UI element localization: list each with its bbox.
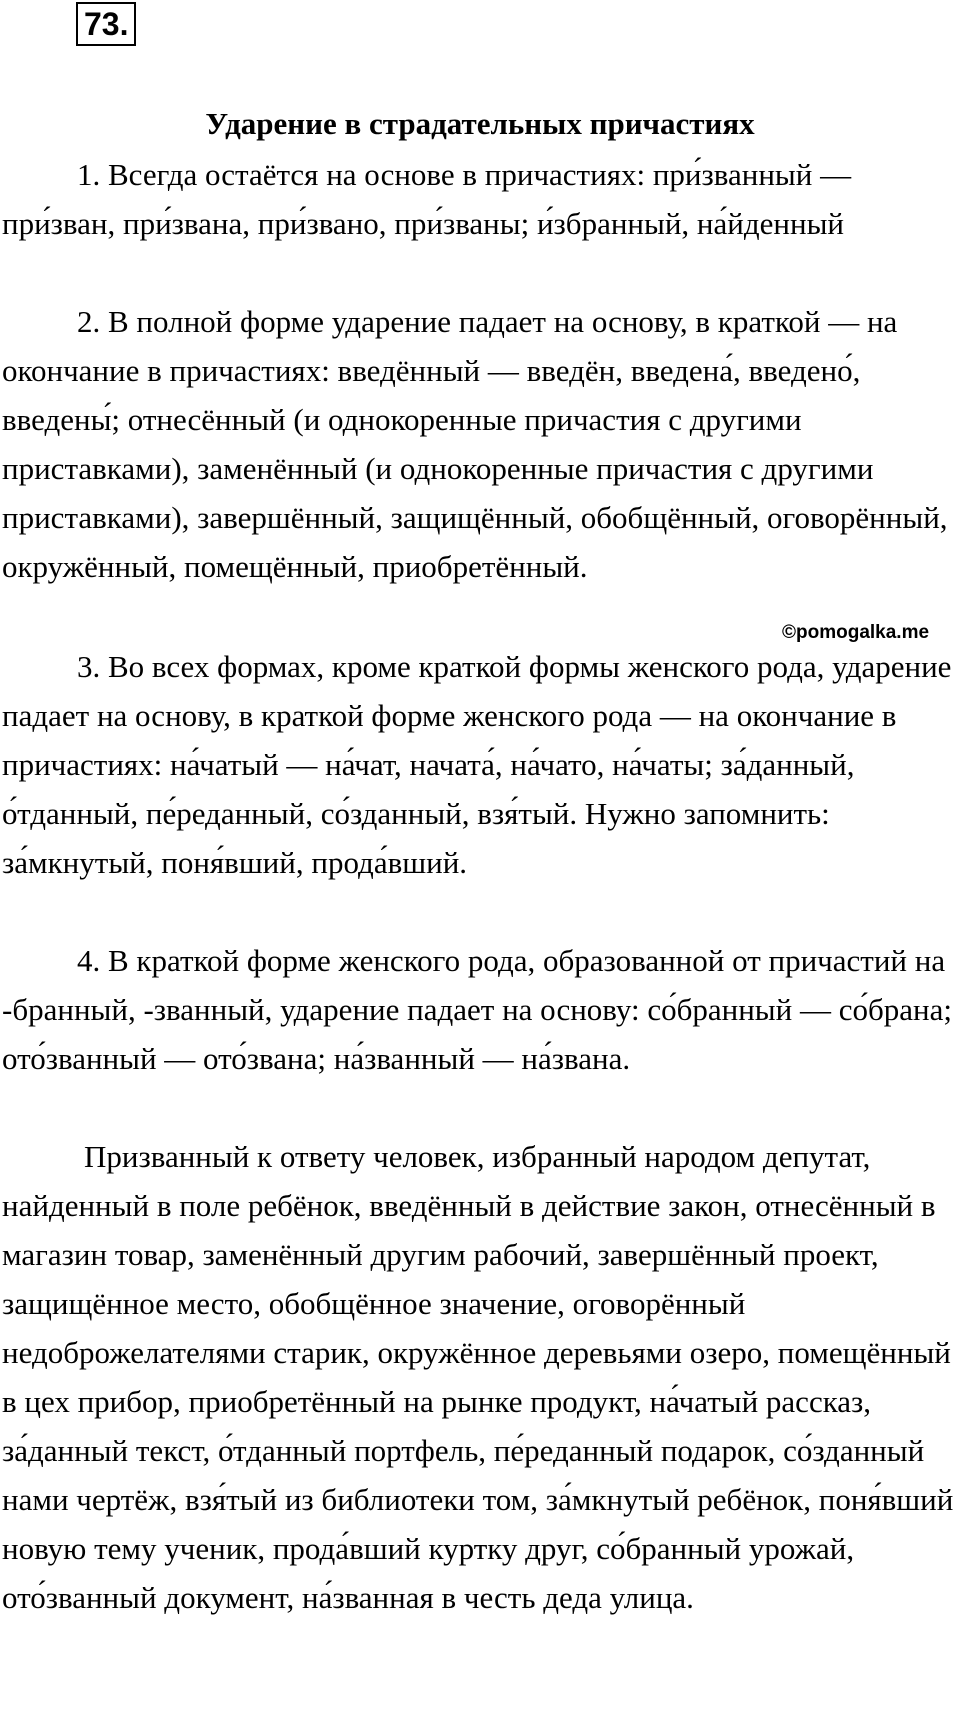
rule-3-paragraph: 3. Во всех формах, кроме краткой формы женского рода, ударение падает на основу, в краткой форме женского рода — на окончание в причастиях: на́чатый — на́чат, начата́, на́чато, на́чаты; за́данный, о́тданный, пе́реданный, со́зданный, взя́тый. Нужно запомнить: за́мкнутый, поня́вший, прода́вший. (2, 649, 952, 880)
rule-2-paragraph: 2. В полной форме ударение падает на основу, в краткой — на окончание в причастиях: введённый — введён, введена́, введено́, введены́; отнесённый (и однокоренные причастия с другими приставками), заменённый (и однокоренные причастия с другими приставками), завершённый, защищённый, обобщённый, оговорённый, окружённый, помещённый, приобретённый. (2, 304, 948, 584)
rule-1-paragraph: 1. Всегда остаётся на основе в причастиях: при́званный — при́зван, при́звана, при́звано, при́званы; и́збранный, на́йденный (2, 157, 852, 241)
task-number: 73. (76, 2, 136, 46)
example-paragraph: Призванный к ответу человек, избранный народом депутат, найденный в поле ребёнок, введённый в действие закон, отнесённый в магазин товар, заменённый другим рабочий, завершённый проект, защищённое место, обобщённое значение, оговорённый недоброжелателями старик, окружённое деревьями озеро, помещённый в цех прибор, приобретённый на рынке продукт, на́чатый рассказ, за́данный текст, о́тданный портфель, пе́реданный подарок, со́зданный нами чертёж, взя́тый из библиотеки том, за́мкнутый ребёнок, поня́вший новую тему ученик, прода́вший куртку друг, со́бранный урожай, ото́званный документ, на́званная в честь деда улица. (2, 1139, 954, 1615)
rule-4-paragraph: 4. В краткой форме женского рода, образованной от причастий на -бранный, -званный, ударение падает на основу: со́бранный — со́брана; ото́званный — ото́звана; на́званный — на́звана. (2, 943, 952, 1076)
section-heading: Ударение в страдательных причастиях (205, 106, 755, 141)
watermark: ©pomogalka.me (782, 622, 930, 643)
